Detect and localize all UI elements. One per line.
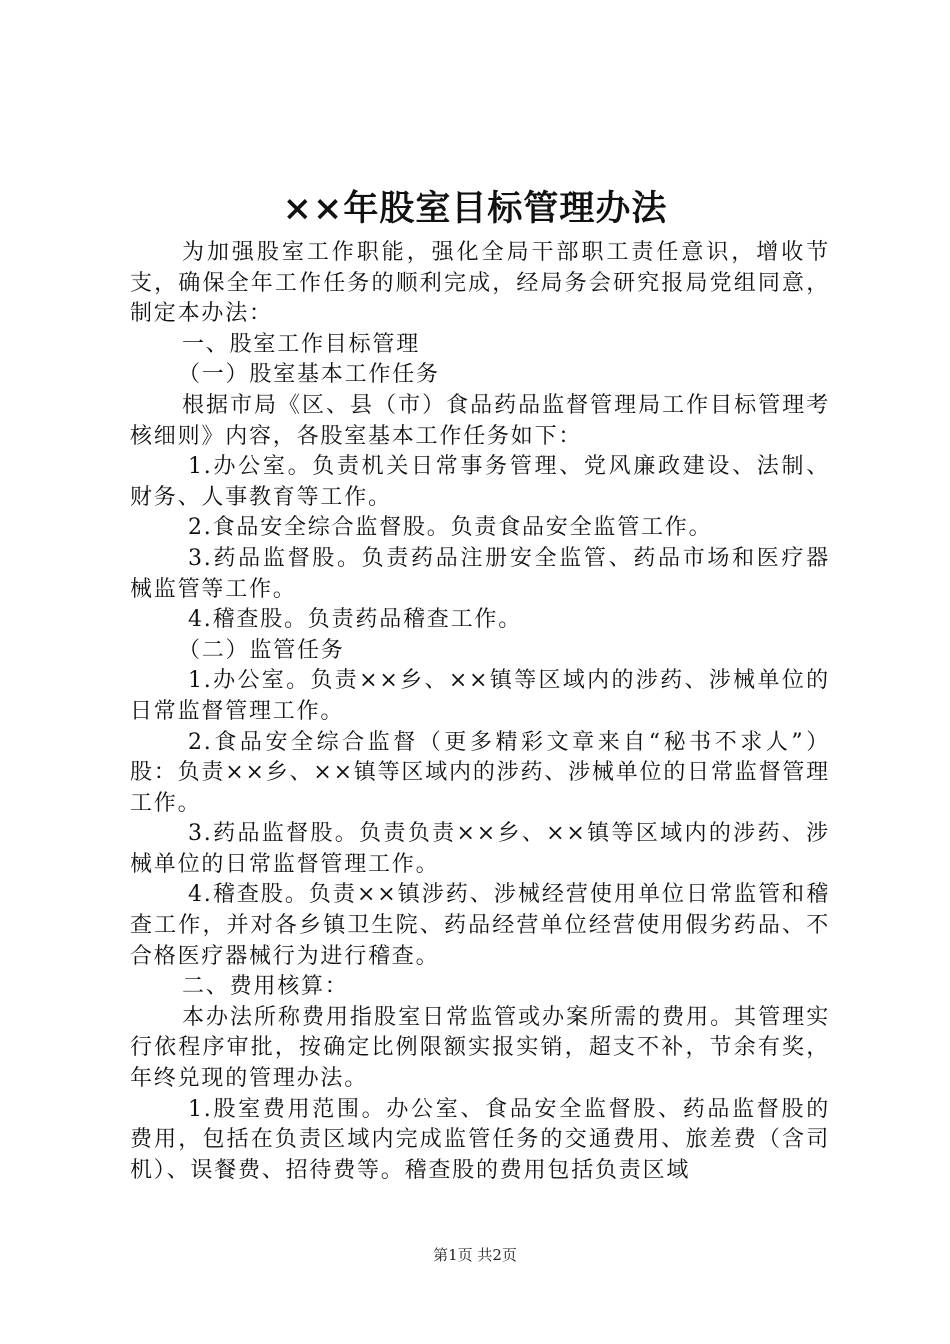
paragraph: 为加强股室工作职能，强化全局干部职工责任意识，增收节支，确保全年工作任务的顺利完成，经局务会研究报局党组同意，制定本办法： [130, 240, 830, 327]
list-item: 4.稽查股。负责××镇涉药、涉械经营使用单位日常监管和稽查工作，并对各乡镇卫生院、药品经营单位经营使用假劣药品、不合格医疗器械行为进行稽查。 [130, 882, 830, 969]
section-heading: 二、费用核算： [182, 974, 349, 1000]
list-item: 2.食品安全综合监督（更多精彩文章来自“秘书不求人”）股：负责××乡、××镇等区域内的涉药、涉械单位的日常监督管理工作。 [130, 729, 830, 816]
list-item: 1.股室费用范围。办公室、食品安全监督股、药品监督股的费用，包括在负责区域内完成监管任务的交通费用、旅差费（含司机）、误餐费、招待费等。稽查股的费用包括负责区域 [130, 1096, 830, 1183]
paragraph: 根据市局《区、县（市）食品药品监督管理局工作目标管理考核细则》内容，各股室基本工作任务如下： [130, 392, 830, 449]
page-footer: 第1页 共2页 [433, 1246, 517, 1264]
section-heading: 一、股室工作目标管理 [182, 331, 421, 357]
list-item: 3.药品监督股。负责药品注册安全监管、药品市场和医疗器械监管等工作。 [130, 545, 830, 602]
list-item: 2.食品安全综合监督股。负责食品安全监管工作。 [188, 515, 713, 541]
subsection-heading: （二）监管任务 [178, 637, 345, 663]
subsection-heading: （一）股室基本工作任务 [178, 362, 440, 388]
list-item: 1.办公室。负责机关日常事务管理、党风廉政建设、法制、财务、人事教育等工作。 [130, 454, 830, 510]
list-item: 1.办公室。负责××乡、××镇等区域内的涉药、涉械单位的日常监督管理工作。 [130, 668, 830, 724]
document-title: ××年股室目标管理办法 [282, 188, 668, 229]
list-item: 4.稽查股。负责药品稽查工作。 [188, 607, 522, 633]
list-item: 3.药品监督股。负责负责××乡、××镇等区域内的涉药、涉械单位的日常监督管理工作。 [130, 821, 830, 877]
document-body [130, 238, 830, 1186]
paragraph: 本办法所称费用指股室日常监管或办案所需的费用。其管理实行依程序审批，按确定比例限额实报实销，超支不补，节余有奖，年终兑现的管理办法。 [130, 1004, 830, 1092]
